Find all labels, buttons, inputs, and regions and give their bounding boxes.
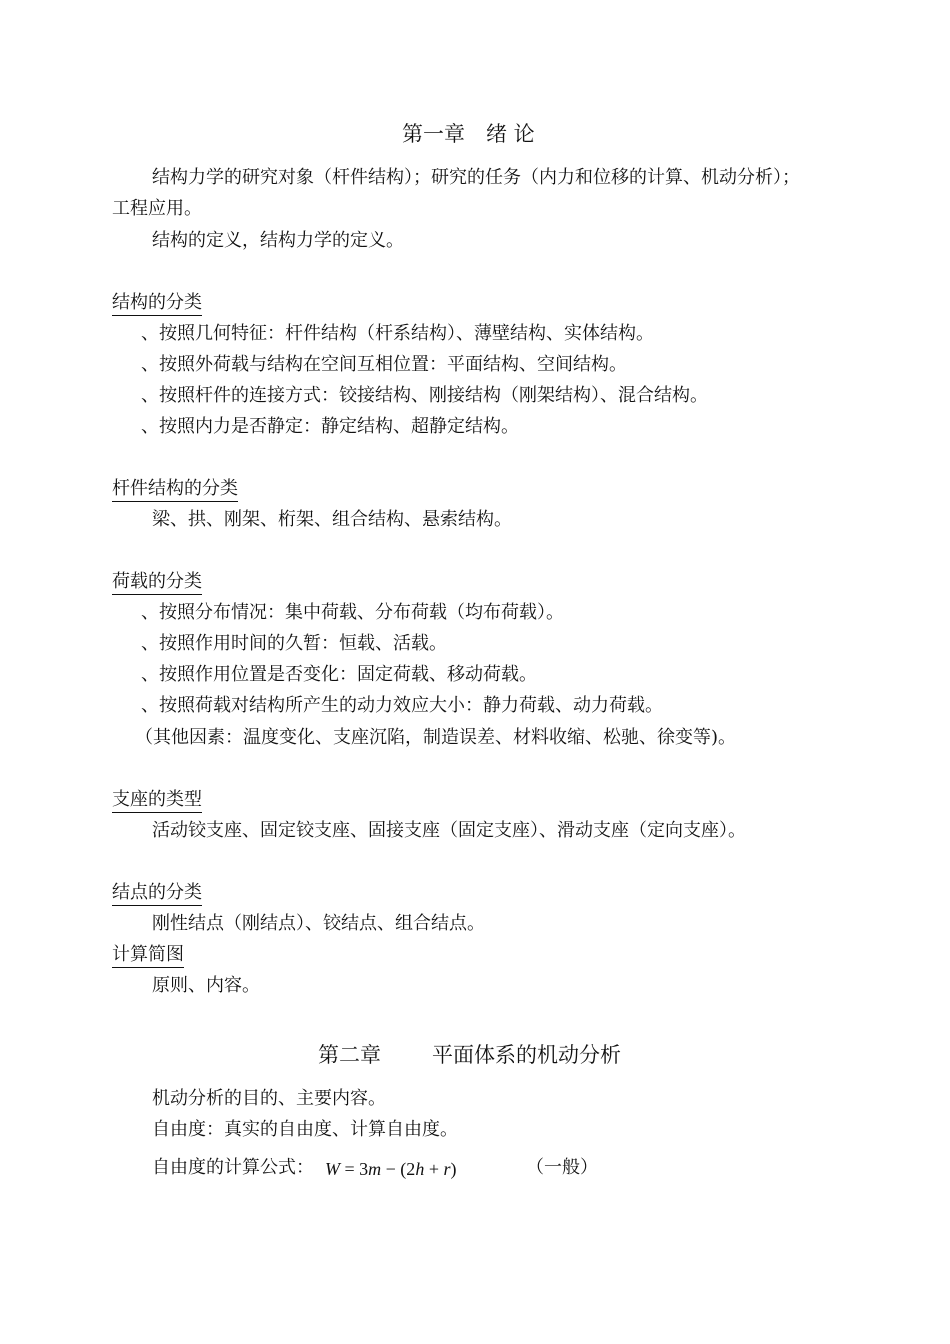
formula-minus: − (2 xyxy=(381,1159,416,1179)
joint-classification-heading: 结点的分类 xyxy=(112,882,202,906)
structure-classification-heading: 结构的分类 xyxy=(112,292,202,316)
computation-diagram-heading: 计算简图 xyxy=(112,944,184,968)
dof-formula xyxy=(325,1158,456,1180)
load-classification-item-4: 、按照荷载对结构所产生的动力效应大小：静力荷载、动力荷载。 xyxy=(141,695,663,716)
purpose-line: 机动分析的目的、主要内容。 xyxy=(152,1088,386,1109)
support-types-heading: 支座的类型 xyxy=(112,789,202,813)
joint-classification-body: 刚性结点（刚结点）、铰结点、组合结点。 xyxy=(152,913,485,934)
formula-m: m xyxy=(368,1159,382,1179)
structure-classification-item-4: 、按照内力是否静定：静定结构、超静定结构。 xyxy=(141,416,519,437)
formula-label: 自由度的计算公式： xyxy=(152,1157,314,1178)
support-types-body: 活动铰支座、固定铰支座、固接支座（固定支座）、滑动支座（定向支座）。 xyxy=(152,820,746,841)
formula-plus: + xyxy=(424,1159,444,1179)
structure-classification-item-1: 、按照几何特征：杆件结构（杆系结构）、薄壁结构、实体结构。 xyxy=(141,323,654,344)
load-classification-other: （其他因素：温度变化、支座沉陷，制造误差、材料收缩、松驰、徐变等)。 xyxy=(135,727,737,748)
load-classification-heading: 荷载的分类 xyxy=(112,571,202,595)
formula-w: W xyxy=(325,1159,340,1179)
chapter2-title-prefix: 第二章 xyxy=(318,1043,381,1067)
structure-classification-item-3: 、按照杆件的连接方式：铰接结构、刚接结构（刚架结构）、混合结构。 xyxy=(141,385,708,406)
formula-eq: = 3 xyxy=(340,1159,369,1179)
formula-r: r xyxy=(443,1159,451,1179)
member-structure-heading: 杆件结构的分类 xyxy=(112,478,238,502)
member-structure-body: 梁、拱、刚架、桁架、组合结构、悬索结构。 xyxy=(152,509,512,530)
computation-diagram-body: 原则、内容。 xyxy=(152,975,260,996)
intro-paragraph-line1: 结构力学的研究对象（杆件结构）；研究的任务（内力和位移的计算、机动分析）； xyxy=(152,167,800,188)
definition-paragraph: 结构的定义，结构力学的定义。 xyxy=(152,230,404,251)
formula-note: （一般） xyxy=(526,1157,598,1178)
chapter1-title: 第一章 绪 论 xyxy=(402,122,535,146)
intro-paragraph-line2: 工程应用。 xyxy=(112,198,202,219)
structure-classification-item-2: 、按照外荷载与结构在空间互相位置：平面结构、空间结构。 xyxy=(141,354,627,375)
formula-h: h xyxy=(415,1159,425,1179)
load-classification-item-2: 、按照作用时间的久暂：恒载、活载。 xyxy=(141,633,447,654)
formula-close: ) xyxy=(450,1159,457,1179)
load-classification-item-1: 、按照分布情况：集中荷载、分布荷载（均布荷载）。 xyxy=(141,602,564,623)
chapter2-title-main: 平面体系的机动分析 xyxy=(432,1043,621,1067)
load-classification-item-3: 、按照作用位置是否变化：固定荷载、移动荷载。 xyxy=(141,664,537,685)
dof-line: 自由度：真实的自由度、计算自由度。 xyxy=(152,1119,458,1140)
